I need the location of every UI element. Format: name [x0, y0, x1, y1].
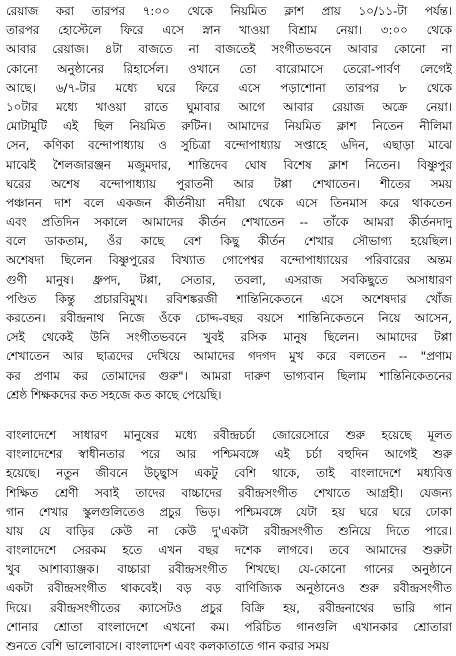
text-line: একটা রবীন্দ্রসংগীত থাকবেই। বড় বড় বাণিজ্যিক অনুষ্ঠানেও শুরু রবীন্দ্রসংগীত [6, 581, 452, 596]
text-line: ১০টার মধ্যে খাওয়া রাতে ঘুমাবার আগে আবার রেয়াজ অক্রে নেয়া। [6, 99, 452, 114]
text-line: বাংলাদেশের স্বাধীনতার পরে আর পশ্চিমবঙ্গে এই চর্চা বহুদিন আগেই শুরু [6, 447, 452, 462]
paragraph-shantiniketan-routine [6, 2, 452, 405]
text-line: হয়েছে। নতুন জীবনে উচ্ছ্বাস একটু বেশি থাকে, তাই বাংলাদেশে মধ্যবিত্ত [6, 466, 452, 481]
paragraph-gap [6, 405, 452, 426]
text-line: যায় যে বাড়ির কেউ না কেউ দু'একটা রবীন্দ্রসংগীত শুনিয়ে দিতে পারে। [6, 523, 452, 538]
text-line: আবার রেয়াজ। ৪টা বাজতে না বাজতেই সংগীতভবনে আবার কোনো না [6, 42, 452, 57]
text-line: বাংলাদেশে সেরকম হতে এখন বছর দশেক লাগবে। তবে আমাদের শুরুটা [6, 543, 452, 558]
text-line: শ্রেষ্ঠ শিক্ষকদের কত সহজে কত কাছে পেয়েছি। [6, 387, 222, 402]
text-line: অশেষদা ছিলেন বিষ্ণুপুরের বিখ্যাত গোপেশ্বর বন্দোপাধ্যায়ের পরিবারের অন্তম [6, 253, 452, 268]
paragraph-bangladesh-rabindrasangeet [6, 426, 452, 656]
text-line: বাংলাদেশে সাধারণ মানুষের মধ্যে রবীন্দ্রচর্চা জোরেসোরে শুরু হয়েছে মূলত [6, 427, 452, 442]
text-line: মাঝেই শৈলজারঞ্জন মজুমদার, শান্তিদেব ঘোষ বিশেষ ক্লাশ নিতেন। বিষ্ণুপুর [6, 157, 452, 172]
text-line: শোনার শ্রোতা বাংলাদেশে এখনো কম। পরিচিত গানগুলি এখানকার শ্রোতারা [6, 619, 452, 634]
text-line: তারপর হোস্টেলে ফিরে এসে স্নান খাওয়া বিশ্রাম নেয়া। ৩:০০ থেকে [6, 23, 452, 38]
text-line: কর প্রণাম কর তোমাদের গুরু"। আমরা দারুণ ভাগ্যবান ছিলাম শান্তিনিকেতনের [6, 368, 452, 383]
text-line: মোটামুটি এই ছিল নিয়মিত রুটিন। আমাদের নিয়মিত ক্লাশ নিতেন নীলিমা [6, 119, 452, 134]
text-line: গুণী মানুষ। ধ্রুপদ, টপ্পা, সেতার, তবলা, এসরাজ সবকিছুতে অসাধারণ [6, 272, 452, 287]
text-line: শুনতে বেশি ভালোবাসে। বাংলাদেশ এবং কলকাতাতে গান করার সময় [6, 639, 329, 653]
text-line: গান শেখার স্কুলগুলিতেও প্রচুর ভিড়। পশ্চিমবঙ্গে যেটা হয় ঘরে ঘরে ঢোকা [6, 504, 452, 519]
text-line: বলে ডাকতাম, ওঁর কাছে বেশ কিছু কীর্তন শেখার সৌভাগ্য হয়েছিল। [6, 234, 452, 249]
text-line: খুব আশাব্যাঞ্জক। বাচ্চারা রবীন্দ্রসংগীত শিখছে। যে-কোনো গানের অনুষ্ঠানে [6, 562, 452, 577]
text-line: কোনো অনুষ্ঠানের রিহার্সেল। ওখানে তো বারোমাসে তেরো-পার্বণ লেগেই [6, 61, 452, 76]
text-line: সেন, কণিকা বন্দোপাধ্যায় ও সুচিত্রা বন্দোপাধ্যায় সপ্তাহে ৬দিন, এছাড়া মাঝে [6, 138, 452, 153]
text-line: এবং প্রতিদিন সকালে আমাদের কীর্তন শেখাতেন -- তাঁকে আমরা কীর্তনদাদু [6, 215, 452, 230]
text-line: করতেন। রবীন্দ্রনাথ নিজে ওঁকে চোদ্দ-বছর বয়সে শান্তিনিকেতনে নিয়ে আসেন, [6, 311, 452, 325]
text-line: রেয়াজ করা তারপর ৭:০০ থেকে নিয়মিত ক্লাশ প্রায় ১০/১১-টা পর্যন্ত। [6, 4, 452, 18]
text-line: পঞ্চানন দাশ বলে একজন কীর্তনীয়া নদীয়া থেকে এসে তিনমাস করে থাকতেন [6, 195, 452, 210]
text-line: ঘরের অশেষ বন্দোপাধ্যায় পুরাতনী আর টপ্পা শেখাতেন। শীতের সময় [6, 176, 452, 191]
text-line: সেই থেকেই উনি সংগীতভবনে খুবই রসিক মানুষ ছিলেন। আমাদের টপ্পা [6, 330, 452, 345]
text-line: শিক্ষিত শ্রেণী সবাই তাদের বাচ্চাদের রবীন্দ্রসংগীত শেখাতে আগ্রহী। যেজন্য [6, 485, 452, 500]
text-line: পণ্ডিত কিন্তু প্রচারবিমুখ। রবিশঙ্করজী শান্তিনিকেতনে এসে অশেষদার খোঁজ [6, 291, 452, 306]
text-line: শেখাতেন আর ছাত্রদের দেখিয়ে আমাদের গদগদ মুখ করে বলতেন -- "প্রণাম [6, 349, 452, 364]
text-line: দিয়ে। রবীন্দ্রসংগীতের ক্যাসেটও প্রচুর বিক্রি হয়, রবীন্দ্রনাথের ভারি গান [6, 600, 452, 615]
text-line: আছে। ৬/৭-টার মধ্যে ঘরে ফিরে এসে পড়াশোনা তারপর ৮ থেকে [6, 80, 452, 95]
